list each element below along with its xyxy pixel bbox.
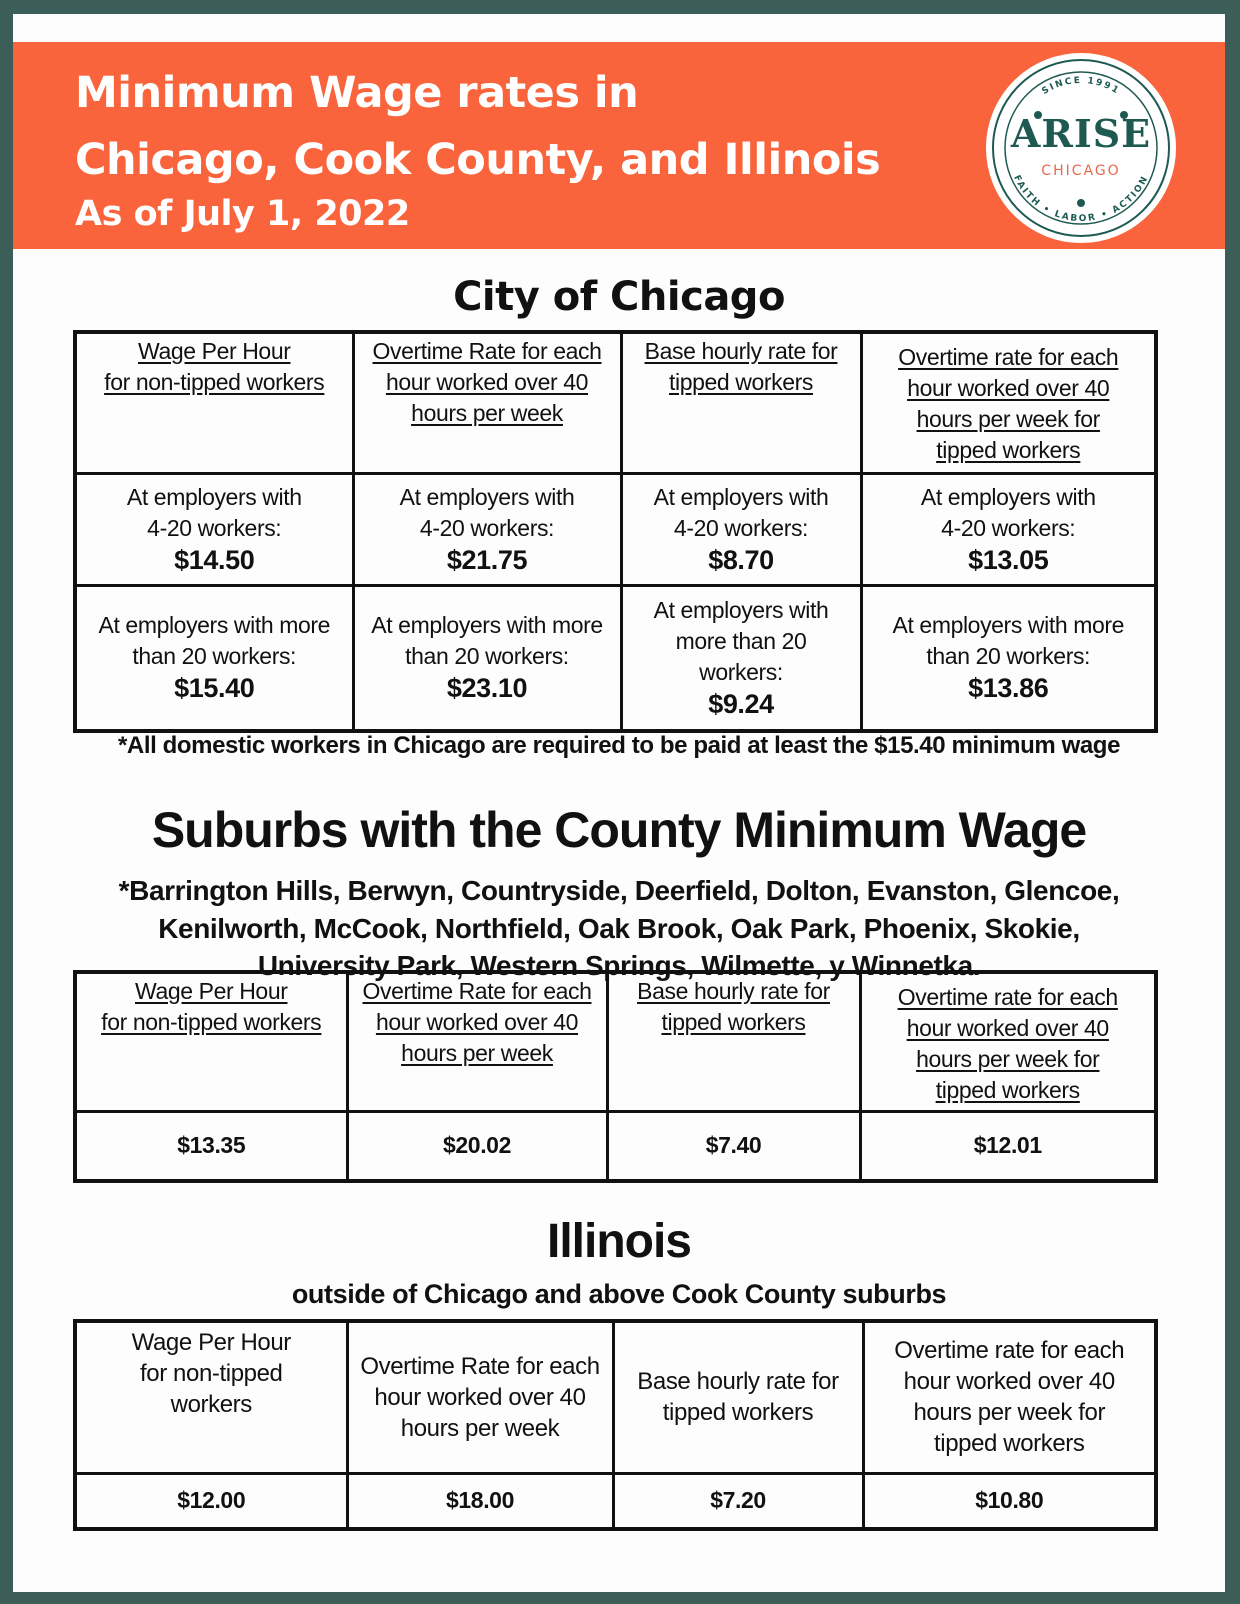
- header-cell-tipped-base-rate: Base hourly rate for tipped workers: [607, 972, 860, 1111]
- value-overtime-rate: $18.00: [347, 1473, 613, 1529]
- wage-amount: $23.10: [446, 673, 528, 704]
- wage-amount: $9.24: [708, 688, 774, 719]
- flyer-page: [13, 14, 1225, 1592]
- cell-tipped-overtime-small-employer: At employers with 4-20 workers: $13.05: [861, 473, 1156, 585]
- header-cell-tipped-overtime-rate: Overtime rate for each hour worked over 40 hours per week for tipped workers: [861, 332, 1156, 473]
- wage-amount: $8.70: [708, 544, 774, 575]
- illinois-wage-table: [73, 1319, 1158, 1531]
- cell-tipped-large-employer: At employers with more than 20 workers: $9.24: [621, 585, 861, 731]
- header-cell-tipped-overtime-rate: Overtime rate for each hour worked over 40 hours per week for tipped workers: [860, 972, 1156, 1111]
- wage-amount: $13.05: [968, 544, 1049, 575]
- cell-tipped-overtime-large-employer: At employers with more than 20 workers: $13.86: [861, 585, 1156, 731]
- cell-overtime-large-employer: At employers with more than 20 workers: $23.10: [353, 585, 621, 731]
- table-row-values: [75, 1111, 1156, 1181]
- wage-amount: $21.75: [446, 544, 528, 575]
- logo-city: CHICAGO: [1041, 163, 1121, 179]
- table-row-values: [75, 1473, 1156, 1529]
- value-non-tipped-wage: $13.35: [75, 1111, 347, 1181]
- wage-amount: $15.40: [174, 673, 255, 704]
- header-cell-overtime-rate: Overtime Rate for each hour worked over 40 hours per week: [347, 1321, 613, 1473]
- value-tipped-overtime-rate: $12.01: [860, 1111, 1156, 1181]
- domestic-workers-note: *All domestic workers in Chicago are required to be paid at least the $15.40 minimum wage: [117, 732, 1121, 759]
- header-cell-tipped-base-rate: Base hourly rate for tipped workers: [613, 1321, 863, 1473]
- header-cell-tipped-base-rate: Base hourly rate for tipped workers: [621, 332, 861, 473]
- logo-name: ARISE: [1010, 111, 1152, 156]
- header-banner: [13, 42, 1225, 249]
- header-cell-tipped-overtime-rate: Overtime rate for each hour worked over 40 hours per week for tipped workers: [863, 1321, 1156, 1473]
- section-title-chicago: City of Chicago: [453, 274, 785, 320]
- table-row-4-20-workers: [75, 473, 1156, 585]
- wage-amount: $14.50: [174, 544, 255, 575]
- header-cell-non-tipped-wage: Wage Per Hour for non-tipped workers: [75, 332, 353, 473]
- title-line-1: Minimum Wage rates in: [75, 68, 639, 118]
- value-tipped-base-rate: $7.20: [613, 1473, 863, 1529]
- cell-tipped-small-employer: At employers with 4-20 workers: $8.70: [621, 473, 861, 585]
- section-title-illinois: Illinois: [546, 1215, 691, 1268]
- table-header-row: [75, 332, 1156, 473]
- cell-non-tipped-small-employer: At employers with 4-20 workers: $14.50: [75, 473, 353, 585]
- value-overtime-rate: $20.02: [347, 1111, 607, 1181]
- header-cell-overtime-rate: Overtime Rate for each hour worked over 40 hours per week: [347, 972, 607, 1111]
- illinois-subtitle: outside of Chicago and above Cook County suburbs: [291, 1279, 947, 1309]
- suburbs-wage-table: [73, 970, 1158, 1183]
- chicago-wage-table: [73, 330, 1158, 733]
- wage-amount: $13.86: [968, 673, 1049, 704]
- header-cell-overtime-rate: Overtime Rate for each hour worked over 40 hours per week: [353, 332, 621, 473]
- table-row-over-20-workers: [75, 585, 1156, 731]
- title-line-2: Chicago, Cook County, and Illinois: [75, 135, 881, 185]
- cell-non-tipped-large-employer: At employers with more than 20 workers: $15.40: [75, 585, 353, 731]
- header-cell-non-tipped-wage: Wage Per Hour for non-tipped workers: [75, 1321, 347, 1473]
- section-title-suburbs: Suburbs with the County Minimum Wage: [151, 802, 1087, 858]
- value-tipped-base-rate: $7.40: [607, 1111, 860, 1181]
- svg-text:FAITH • LABOR • ACTION: FAITH • LABOR • ACTION: [1011, 173, 1151, 225]
- effective-date: As of July 1, 2022: [75, 194, 410, 234]
- svg-text:SINCE 1991: SINCE 1991: [1040, 75, 1122, 97]
- value-non-tipped-wage: $12.00: [75, 1473, 347, 1529]
- cell-overtime-small-employer: At employers with 4-20 workers: $21.75: [353, 473, 621, 585]
- table-header-row: [75, 1321, 1156, 1473]
- suburb-towns-list: *Barrington Hills, Berwyn, Countryside, Deerfield, Dolton, Evanston, Glencoe, Kenilworth, McCook, Northfield, Oak Brook, Oak Park, Phoenix, Skokie, University Park, Western Springs, Wilmette, y Winnetka.: [118, 875, 1120, 981]
- table-header-row: [75, 972, 1156, 1111]
- page-title: [75, 60, 880, 194]
- header-cell-non-tipped-wage: Wage Per Hour for non-tipped workers: [75, 972, 347, 1111]
- arise-chicago-logo: [986, 53, 1176, 243]
- value-tipped-overtime-rate: $10.80: [863, 1473, 1156, 1529]
